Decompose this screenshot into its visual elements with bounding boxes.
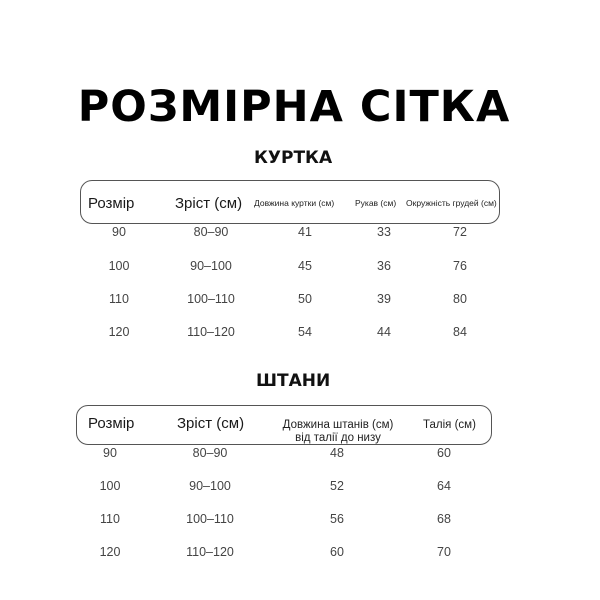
jacket-cell-sleeve: 39 xyxy=(377,292,391,306)
pants-cell-height: 90–100 xyxy=(189,479,231,493)
pants-cell-waist: 68 xyxy=(437,512,451,526)
pants-cell-size: 90 xyxy=(103,446,117,460)
pants-header-waist: Талія (см) xyxy=(423,419,476,431)
jacket-cell-sleeve: 33 xyxy=(377,225,391,239)
pants-section-title: ШТАНИ xyxy=(256,371,331,391)
jacket-cell-height: 110–120 xyxy=(187,325,235,339)
pants-cell-waist: 70 xyxy=(437,545,451,559)
jacket-cell-chest: 72 xyxy=(453,225,467,239)
jacket-header-height: Зріст (см) xyxy=(175,195,243,212)
pants-header-height: Зріст (см) xyxy=(177,415,245,432)
jacket-cell-size: 110 xyxy=(109,292,129,306)
pants-cell-waist: 64 xyxy=(437,479,451,493)
jacket-cell-length: 54 xyxy=(298,325,312,339)
pants-cell-height: 100–110 xyxy=(186,512,234,526)
pants-cell-height: 80–90 xyxy=(192,446,228,460)
jacket-cell-chest: 84 xyxy=(453,325,467,339)
pants-header-size: Розмір xyxy=(88,415,135,432)
jacket-cell-length: 45 xyxy=(298,259,312,273)
pants-cell-length: 60 xyxy=(330,545,344,559)
pants-cell-size: 100 xyxy=(99,479,121,493)
pants-cell-length: 48 xyxy=(330,446,344,460)
jacket-header-size: Розмір xyxy=(88,195,135,212)
pants-header-length-note: від талії до низу xyxy=(295,432,381,444)
jacket-header-length: Довжина куртки (см) xyxy=(254,198,335,208)
page-title: РОЗМІРНА СІТКА xyxy=(77,82,511,132)
jacket-cell-height: 100–110 xyxy=(187,292,235,306)
pants-cell-size: 110 xyxy=(100,512,120,526)
jacket-cell-sleeve: 44 xyxy=(377,325,391,339)
jacket-cell-height: 90–100 xyxy=(190,259,232,273)
pants-cell-length: 52 xyxy=(330,479,344,493)
jacket-cell-length: 41 xyxy=(298,225,312,239)
pants-cell-length: 56 xyxy=(330,512,344,526)
jacket-cell-chest: 80 xyxy=(453,292,467,306)
jacket-cell-size: 100 xyxy=(108,259,130,273)
jacket-cell-height: 80–90 xyxy=(193,225,229,239)
jacket-cell-length: 50 xyxy=(298,292,312,306)
pants-cell-height: 110–120 xyxy=(186,545,234,559)
pants-cell-waist: 60 xyxy=(437,446,451,460)
jacket-header-sleeve: Рукав (см) xyxy=(355,198,397,208)
jacket-cell-chest: 76 xyxy=(453,259,467,273)
jacket-cell-sleeve: 36 xyxy=(377,259,391,273)
pants-cell-size: 120 xyxy=(99,545,121,559)
pants-header-length: Довжина штанів (см) xyxy=(282,419,394,431)
jacket-cell-size: 90 xyxy=(112,225,126,239)
jacket-header-chest: Окружність грудей (см) xyxy=(406,198,497,208)
jacket-cell-size: 120 xyxy=(108,325,130,339)
jacket-section-title: КУРТКА xyxy=(254,148,333,168)
